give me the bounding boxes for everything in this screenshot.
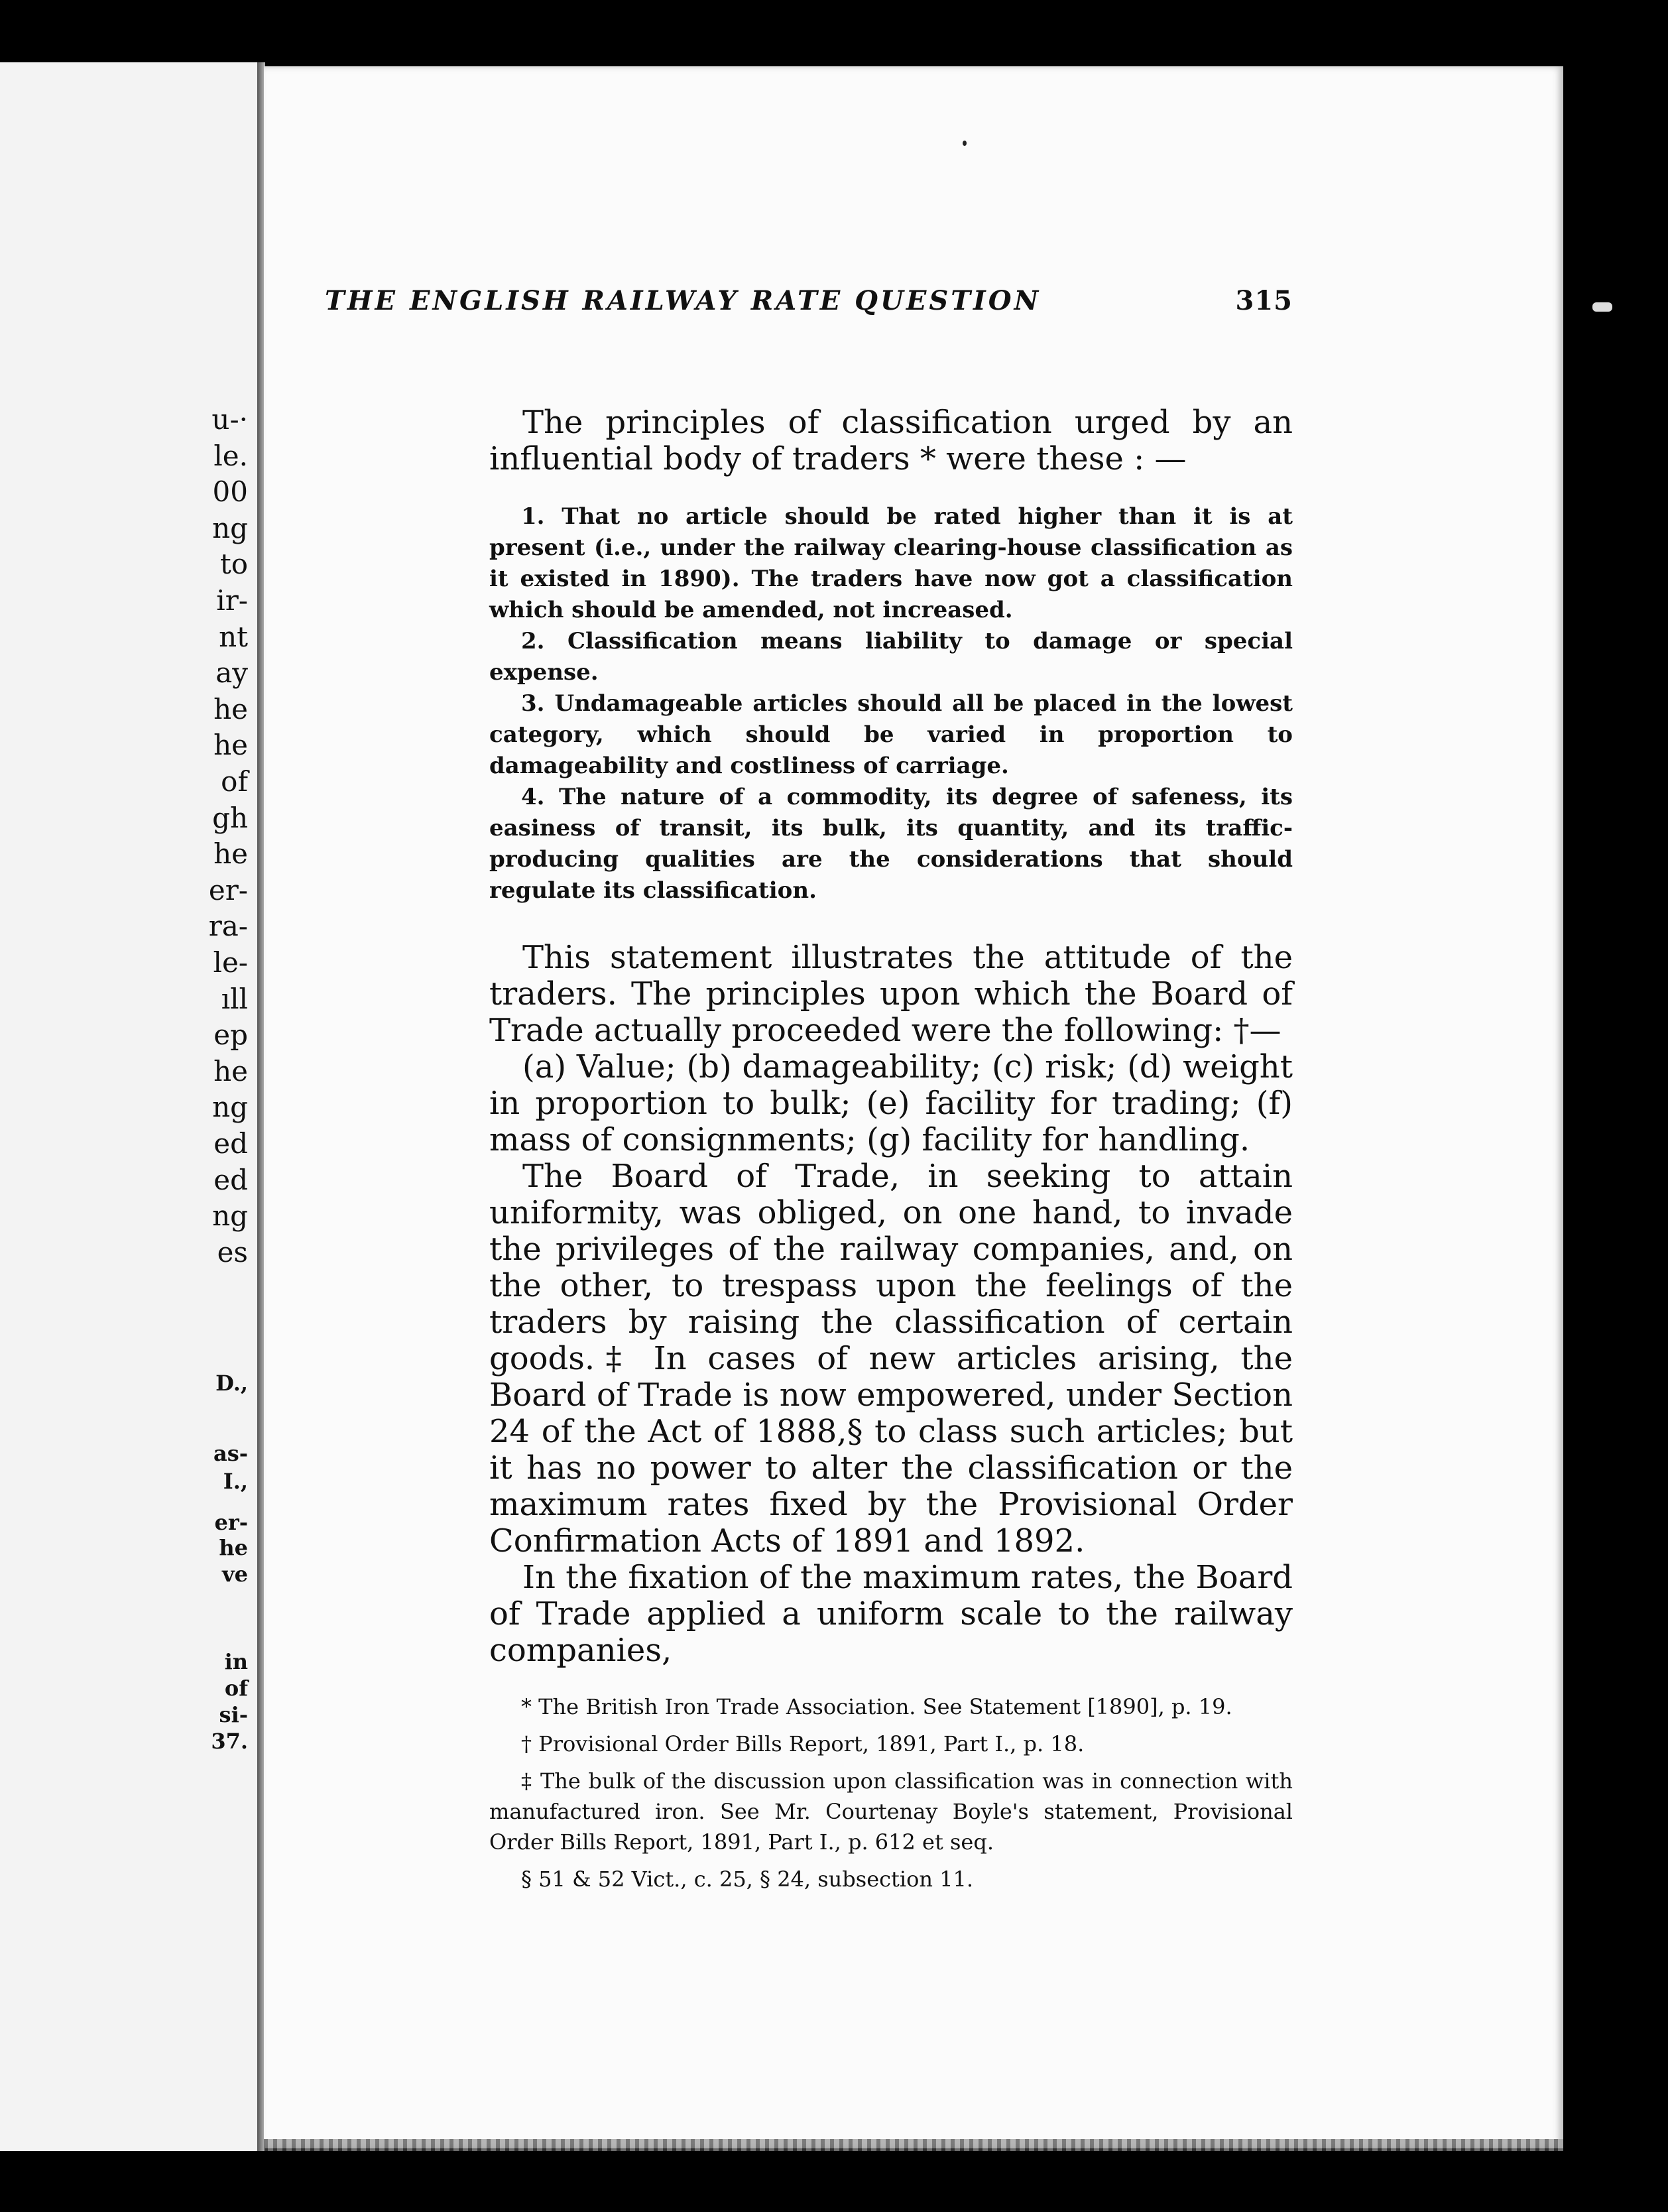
facing-page-fragment: D., <box>215 1371 248 1396</box>
page-content <box>489 404 1293 1901</box>
facing-page-fragment: 37. <box>211 1729 248 1754</box>
facing-page-fragment: er- <box>214 1510 248 1535</box>
body-paragraph: The Board of Trade, in seeking to attain uniformity, was obliged, on one hand, to invade the privileges of the railway companies, and, on the other, to trespass upon the feelings of the traders by raising the classification of certain goods.‡ In cases of new articles arising, the Board of Trade is now empowered, under Section 24 of the Act of 1888,§ to class such articles; but it has no power to alter the classification or the maximum rates fixed by the Provisional Order Confirmation Acts of 1891 and 1892. <box>489 1158 1293 1560</box>
footnote: * The British Iron Trade Association. See Statement [1890], p. 19. <box>521 1694 1232 1719</box>
page-number: 315 <box>1235 285 1293 316</box>
ink-speck <box>963 141 967 146</box>
footnote: ‡ The bulk of the discussion upon classification was in connection with manufactured iron. See Mr. Courtenay Boyle's statement, Provisional Order Bills Report, 1891, Part I., p. 612 et seq. <box>489 1768 1293 1855</box>
principle-item: 1. That no article should be rated higher than it is at present (i.e., under the railway clearing-house classification as it existed in 1890). The traders have now got a classification which should be amended, not increased. <box>489 503 1293 623</box>
facing-page-fragment: he <box>213 1054 248 1087</box>
body-paragraph: (a) Value; (b) damageability; (c) risk; (d) weight in proportion to bulk; (e) facility for trading; (f) mass of consignments; (g) facility for handling. <box>489 1048 1293 1158</box>
facing-page-fragment: to <box>219 548 248 581</box>
footnotes <box>489 1691 1293 1894</box>
facing-page-fragment: ir- <box>216 584 248 617</box>
facing-page-fragment: ed <box>213 1127 248 1160</box>
facing-page-fragment: ed <box>213 1163 248 1196</box>
facing-page-fragment: si- <box>219 1702 248 1727</box>
facing-page-fragment: 00 <box>212 475 248 509</box>
facing-page-fragment: he <box>213 837 248 871</box>
facing-page-fragment: he <box>213 729 248 762</box>
facing-page-fragment: he <box>219 1535 248 1560</box>
facing-page-fragment: es <box>217 1235 248 1268</box>
scan-speck <box>1592 302 1612 312</box>
facing-page-fragment: er- <box>208 873 248 906</box>
facing-page-fragment: ng <box>212 1091 248 1124</box>
facing-page-fragment: he <box>213 692 248 725</box>
intro-paragraph: The principles of classification urged by an influential body of traders * were these : — <box>489 404 1293 477</box>
facing-page-fragment: of <box>224 1676 248 1701</box>
facing-page-fragment: u-· <box>211 403 248 436</box>
body-paragraph: In the fixation of the maximum rates, the Board of Trade applied a uniform scale to the railway companies, <box>489 1559 1293 1669</box>
facing-page-fragment: le. <box>213 439 248 472</box>
facing-page-fragment: of <box>221 765 248 798</box>
facing-page-fragment: ıll <box>221 982 248 1015</box>
facing-page-fragment: ng <box>212 511 248 544</box>
facing-page-fragment: ve <box>222 1562 248 1587</box>
page-edge <box>264 2139 1563 2151</box>
facing-page-fragment: ep <box>213 1018 248 1052</box>
facing-page <box>0 62 260 2151</box>
facing-page-fragment: as- <box>213 1441 248 1466</box>
footnote: § 51 & 52 Vict., c. 25, § 24, subsection 11. <box>521 1867 974 1892</box>
body-paragraph: This statement illustrates the attitude of the traders. The principles upon which the Board of Trade actually proceeded were the following: †— <box>489 939 1293 1049</box>
facing-page-fragment: ra- <box>208 910 248 943</box>
principle-item: 2. Classification means liability to damage or special expense. <box>489 628 1293 686</box>
footnote: † Provisional Order Bills Report, 1891, Part I., p. 18. <box>521 1731 1085 1756</box>
facing-page-fragment: gh <box>212 801 248 834</box>
running-title: THE ENGLISH RAILWAY RATE QUESTION <box>325 285 1042 316</box>
facing-page-fragment: nt <box>219 620 248 653</box>
principles-list <box>489 501 1293 906</box>
principle-item: 3. Undamageable articles should all be placed in the lowest category, which should be varied in proportion to damageability and costliness of carriage. <box>489 690 1293 779</box>
facing-page-fragment: le- <box>213 946 248 979</box>
facing-page-fragment: ng <box>212 1199 248 1233</box>
facing-page-fragment: in <box>224 1649 248 1674</box>
facing-page-fragment: I., <box>223 1469 248 1494</box>
principle-item: 4. The nature of a commodity, its degree of safeness, its easiness of transit, its bulk, its quantity, and its traffic-producing qualities are the considerations that should regulate its classification. <box>489 784 1293 904</box>
facing-page-fragment: ay <box>215 656 248 690</box>
